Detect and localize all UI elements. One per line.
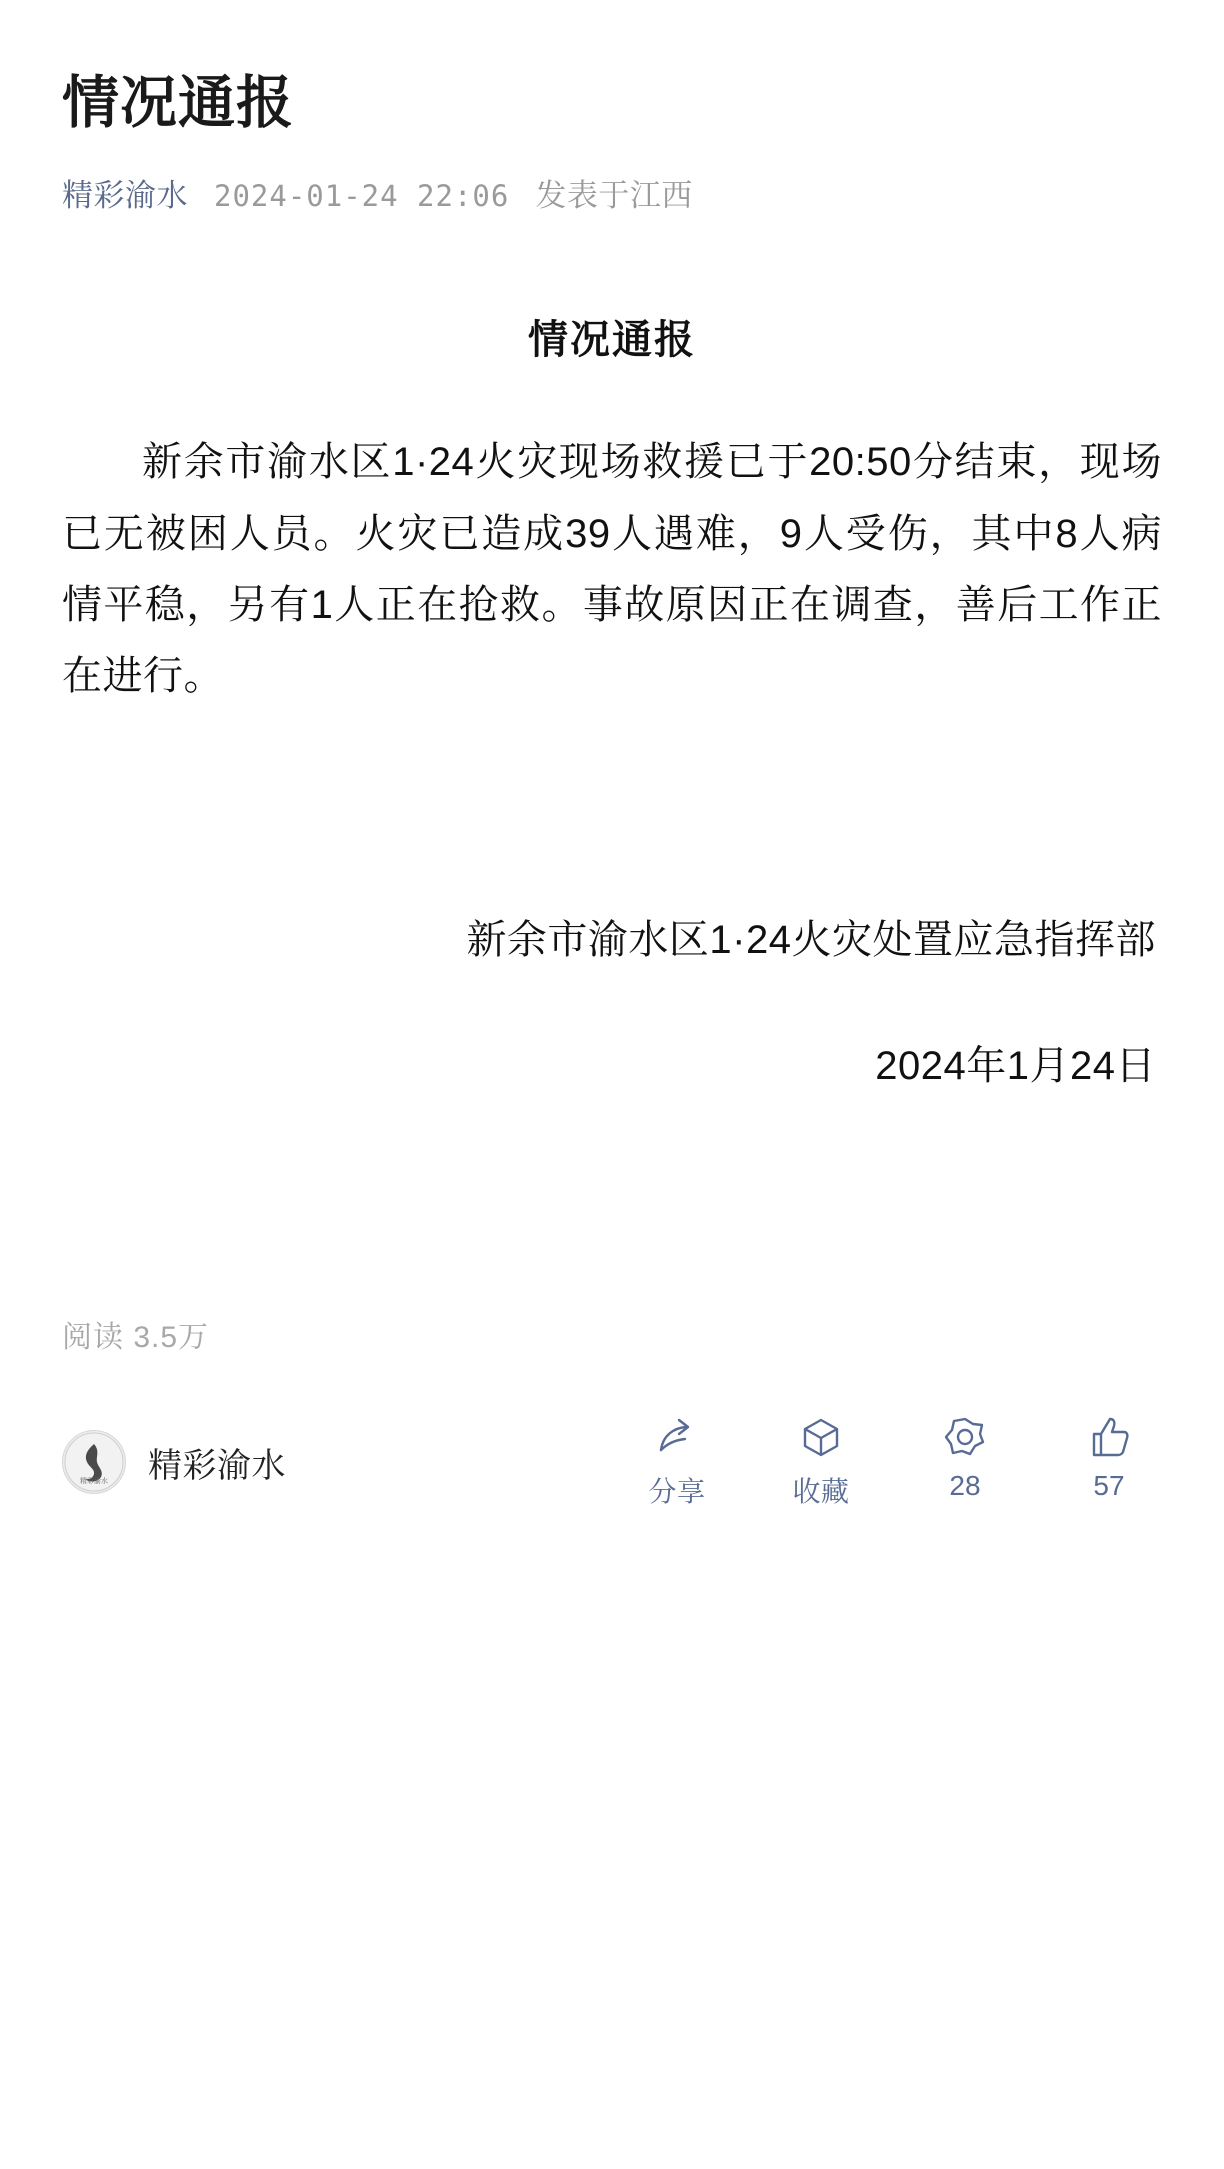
read-count: 阅读 3.5万 xyxy=(62,1321,210,1355)
share-label: 分享 xyxy=(648,1476,706,1508)
share-button[interactable] xyxy=(638,1414,716,1510)
svg-text:精彩渝水: 精彩渝水 xyxy=(80,1477,108,1486)
publish-location: 发表于江西 xyxy=(535,178,693,214)
document-heading: 情况通报 xyxy=(528,318,696,363)
signature-organization: 新余市渝水区1·24火灾处置应急指挥部 xyxy=(466,918,1156,963)
favorite-box-icon xyxy=(798,1414,844,1460)
footer-account[interactable] xyxy=(62,1430,286,1494)
like-count: 57 xyxy=(1093,1470,1125,1502)
footer-action-bar xyxy=(62,1414,1162,1510)
document-paragraph: 新余市渝水区1·24火灾现场救援已于20:50分结束，现场已无被困人员。火灾已造成39人遇难，9人受伤，其中8人病情平稳，另有1人正在抢救。事故原因正在调查，善后工作正在进行。 xyxy=(62,440,1162,698)
comment-flower-icon xyxy=(942,1414,988,1460)
page-title: 情况通报 xyxy=(62,71,294,135)
article-body xyxy=(62,308,1162,1098)
favorite-label: 收藏 xyxy=(792,1476,850,1508)
article-meta xyxy=(62,176,1162,216)
thumbs-up-icon xyxy=(1086,1414,1132,1460)
publish-datetime: 2024-01-24 22:06 xyxy=(214,179,510,214)
footer-actions xyxy=(638,1414,1162,1510)
comment-count: 28 xyxy=(949,1470,981,1502)
signature-date: 2024年1月24日 xyxy=(875,1044,1156,1089)
footer-account-name[interactable]: 精彩渝水 xyxy=(148,1446,286,1485)
share-icon xyxy=(654,1414,700,1460)
like-button[interactable] xyxy=(1070,1414,1148,1502)
comment-button[interactable] xyxy=(926,1414,1004,1502)
avatar xyxy=(62,1430,126,1494)
document-signature xyxy=(62,908,1162,1098)
favorite-button[interactable] xyxy=(782,1414,860,1510)
account-link[interactable]: 精彩渝水 xyxy=(62,178,188,214)
